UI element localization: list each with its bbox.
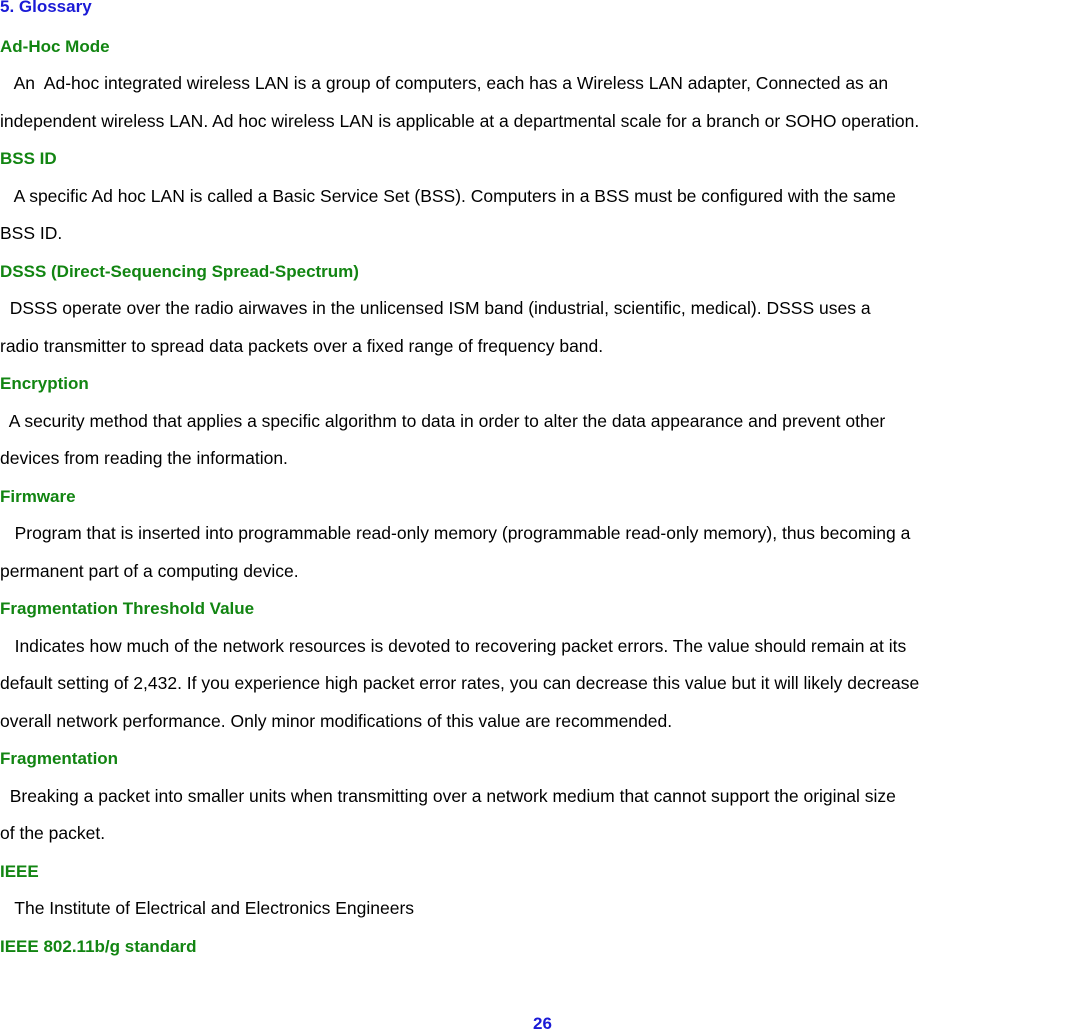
glossary-entry <box>0 853 1085 928</box>
definition-line: BSS ID. <box>0 223 63 243</box>
glossary-term: DSSS (Direct-Sequencing Spread-Spectrum) <box>0 261 359 281</box>
glossary-definition <box>0 403 1085 478</box>
definition-line: radio transmitter to spread data packets over a fixed range of frequency band. <box>0 335 604 356</box>
glossary-term: Fragmentation <box>0 749 119 768</box>
glossary-entry <box>0 28 1085 141</box>
glossary-entries <box>0 28 1085 966</box>
glossary-term: Fragmentation Threshold Value <box>0 599 255 618</box>
glossary-term: IEEE 802.11b/g standard <box>0 936 197 956</box>
definition-line: The Institute of Electrical and Electronics Engineers <box>0 898 415 918</box>
definition-line: An Ad-hoc integrated wireless LAN is a group of computers, each has a Wireless LAN adapter, Connected as an <box>0 73 889 93</box>
definition-line: A security method that applies a specific algorithm to data in order to alter the data appearance and prevent other <box>0 410 886 431</box>
glossary-term: Ad-Hoc Mode <box>0 36 110 56</box>
glossary-entry <box>0 740 1085 853</box>
definition-line: overall network performance. Only minor modifications of this value are recommended. <box>0 710 673 731</box>
definition-line: DSSS operate over the radio airwaves in the unlicensed ISM band (industrial, scientific, medical). DSSS uses a <box>0 298 871 318</box>
glossary-entry <box>0 140 1085 253</box>
section-title: 5. Glossary <box>0 0 92 16</box>
definition-line: Breaking a packet into smaller units when transmitting over a network medium that cannot support the original size <box>0 785 896 806</box>
definition-line: Program that is inserted into programmable read-only memory (programmable read-only memory), thus becoming a <box>0 523 911 543</box>
glossary-definition <box>0 628 1085 741</box>
glossary-entry <box>0 478 1085 591</box>
definition-line: permanent part of a computing device. <box>0 560 299 581</box>
glossary-term: Firmware <box>0 486 76 506</box>
definition-line: independent wireless LAN. Ad hoc wireless LAN is applicable at a departmental scale for a branch or SOHO operation. <box>0 110 920 131</box>
glossary-definition <box>0 778 1085 853</box>
glossary-entry <box>0 365 1085 478</box>
definition-line: devices from reading the information. <box>0 448 288 468</box>
definition-line: of the packet. <box>0 823 106 843</box>
definition-line: default setting of 2,432. If you experience high packet error rates, you can decrease this value but it will likely decrease <box>0 673 920 693</box>
glossary-entry <box>0 253 1085 366</box>
page-number: 26 <box>533 1014 552 1033</box>
glossary-term: Encryption <box>0 374 89 393</box>
glossary-definition <box>0 515 1085 590</box>
definition-line: A specific Ad hoc LAN is called a Basic Service Set (BSS). Computers in a BSS must be configured with the same <box>0 185 896 206</box>
glossary-definition <box>0 65 1085 140</box>
glossary-definition <box>0 178 1085 253</box>
glossary-term: BSS ID <box>0 149 57 168</box>
glossary-entry <box>0 928 1085 966</box>
glossary-definition <box>0 890 1085 928</box>
definition-line: Indicates how much of the network resources is devoted to recovering packet errors. The value should remain at its <box>0 635 907 656</box>
glossary-term: IEEE <box>0 861 39 881</box>
glossary-entry <box>0 590 1085 740</box>
glossary-definition <box>0 290 1085 365</box>
